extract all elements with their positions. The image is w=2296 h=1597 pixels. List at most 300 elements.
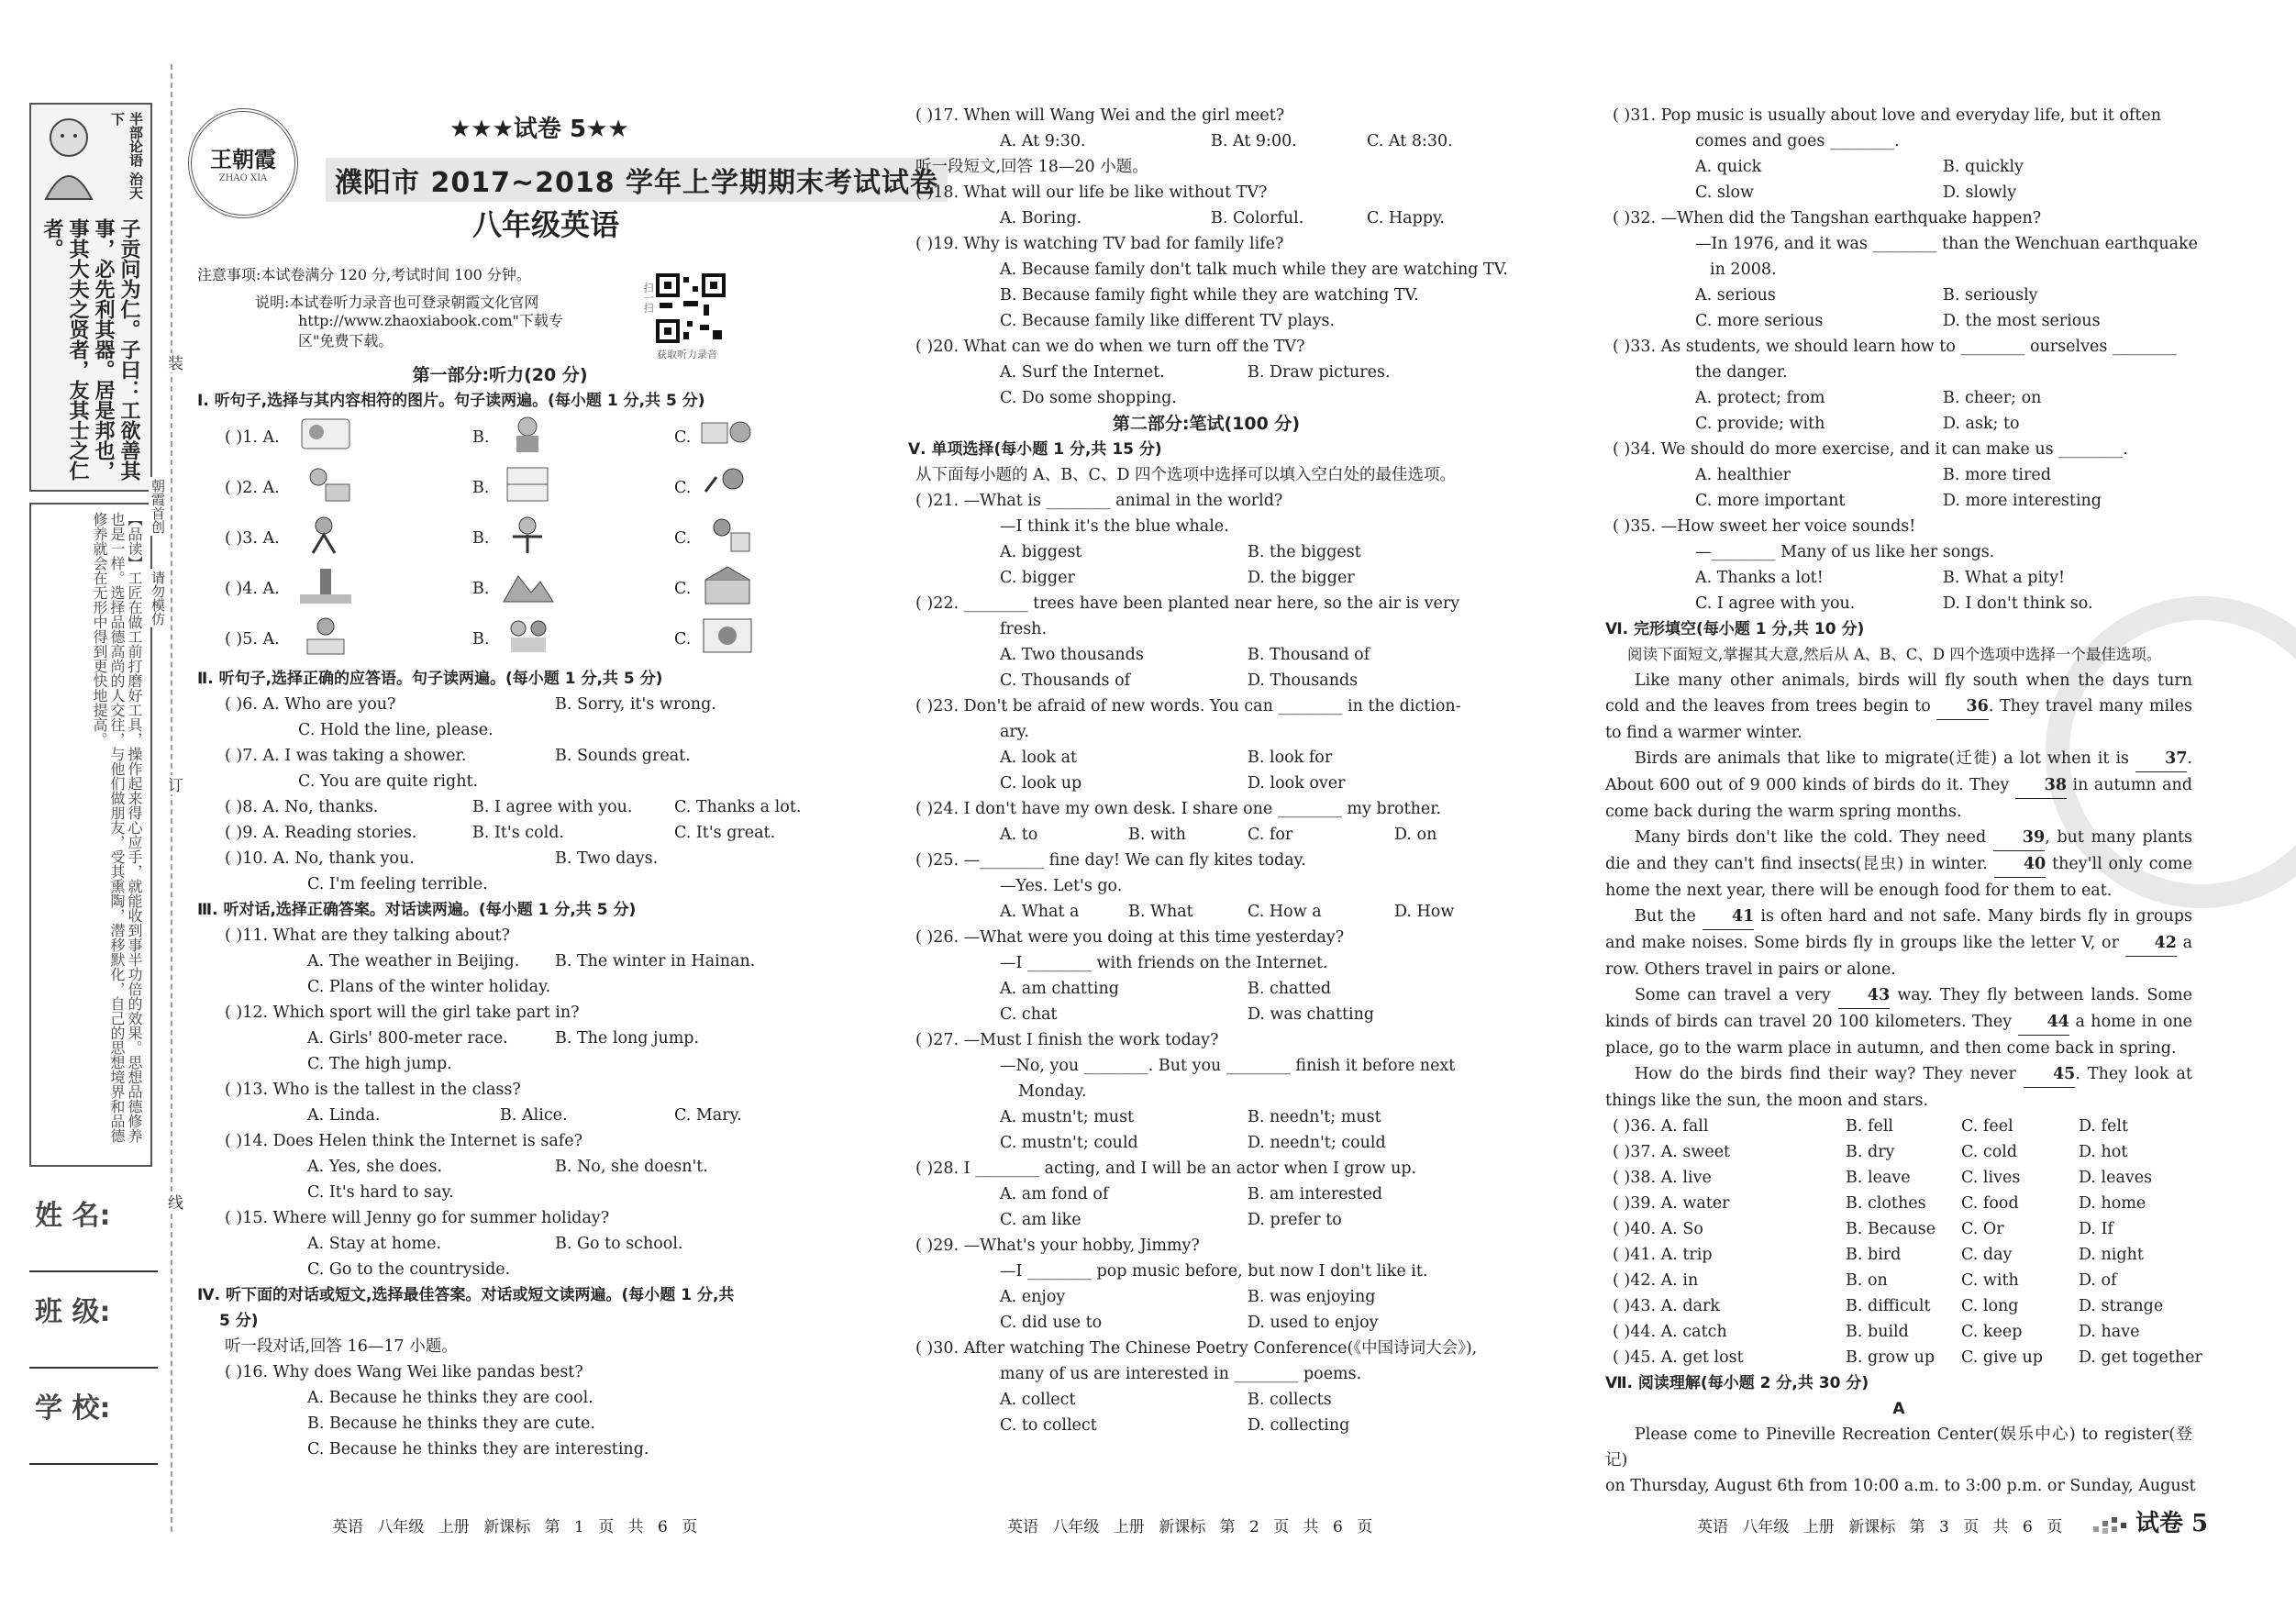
q16-b: B. Because he thinks they are cute. — [307, 1414, 595, 1433]
q34-d: D. more interesting — [1943, 492, 2102, 510]
q16 — [197, 1359, 803, 1385]
cloze-option-d: D. hot — [2079, 1143, 2128, 1161]
picture-icon[interactable] — [700, 616, 755, 656]
paper-number: ★★★试卷 5★★ — [449, 116, 629, 143]
page-footer-1: 英语 八年级 上册 新课标 第 1 页 共 6 页 — [332, 1518, 698, 1536]
picture-icon[interactable] — [500, 565, 555, 605]
q31-stem: ( )31. Pop music is usually about love and everyday life, but it often — [1613, 106, 2161, 125]
cloze-blank-38[interactable]: 38 — [2015, 772, 2067, 799]
q16-b-row — [197, 1411, 803, 1436]
picture-icon[interactable] — [700, 414, 755, 454]
q17 — [908, 103, 1504, 128]
q26-stem: ( )26. —What were you doing at this time yesterday? — [915, 928, 1345, 947]
cloze-blank-45[interactable]: 45 — [2024, 1061, 2075, 1088]
cloze-blank-40[interactable]: 40 — [1994, 851, 2046, 878]
cloze-options — [1605, 1114, 2202, 1370]
q12 — [197, 1000, 803, 1026]
cloze-option-row — [1605, 1216, 2192, 1242]
q11-stem: ( )11. What are they talking about? — [225, 926, 510, 945]
q33-cont-row — [1605, 360, 2192, 385]
q17-a: A. At 9:30. — [1000, 132, 1086, 150]
q20 — [908, 334, 1504, 360]
q35-b: B. What a pity! — [1943, 569, 2066, 587]
q7-c-row — [197, 769, 803, 794]
q23-a: A. look at — [1000, 749, 1078, 767]
q33-c: C. provide; with — [1695, 415, 1825, 433]
passage-a-label: A — [1892, 1400, 1905, 1418]
q7-b: B. Sounds great. — [555, 747, 691, 765]
q26-reply: —I ________ with friends on the Internet. — [1000, 954, 1328, 972]
q9-c: C. It's great. — [674, 824, 776, 842]
sidebar-quote: 子贡问为仁。子曰：工欲善其事，必先利其器。居是邦也，事其大夫之贤者，友其士之仁者。 — [40, 218, 140, 481]
cloze-option-b: B. build — [1846, 1323, 1909, 1341]
cloze-paragraph-5 — [1605, 982, 2192, 1061]
q14-c: C. It's hard to say. — [307, 1183, 454, 1202]
option-b-label: B. — [472, 529, 490, 548]
q14-stem: ( )14. Does Helen think the Internet is safe? — [225, 1132, 582, 1150]
q33-a: A. protect; from — [1695, 389, 1825, 407]
q31-ab-row — [1605, 154, 2192, 180]
q10-c-row — [197, 871, 803, 897]
q21-reply: —I think it's the blue whale. — [1000, 517, 1229, 536]
note-label: 说明:本试卷听力录音也可登录朝霞文化官网 — [255, 294, 539, 311]
q16-c-row — [197, 1436, 803, 1462]
q35 — [1605, 514, 2192, 539]
picture-icon[interactable] — [700, 515, 755, 555]
q27-c: C. mustn't; could — [1000, 1134, 1138, 1152]
q25 — [908, 848, 1504, 873]
q23-stem: ( )23. Don't be afraid of new words. You can ________ in the diction- — [915, 697, 1461, 715]
sidebar-quote-box — [29, 103, 152, 492]
q30-cont-row — [908, 1361, 1504, 1387]
cut-label-1: 装 — [162, 353, 185, 372]
exam-title: 濮阳市 2017~2018 学年上学期期末考试试卷 — [326, 158, 948, 202]
q19 — [908, 231, 1504, 257]
section-4-heading: Ⅳ. 听下面的对话或短文,选择最佳答案。对话或短文读两遍。(每小题 1 分,共 — [197, 1286, 735, 1304]
notice: 注意事项:本试卷满分 120 分,考试时间 100 分钟。 — [197, 266, 531, 283]
picture-icon[interactable] — [298, 414, 353, 454]
q23 — [908, 693, 1504, 719]
q33 — [1605, 334, 2192, 360]
column-1 — [197, 362, 803, 1462]
cloze-text: way. They fly between lands. Some kinds of birds can travel 20 100 kilometers. They — [1605, 986, 2192, 1031]
cloze-text: , but many plants die and they can't find insects(昆虫) in winter. — [1605, 828, 2192, 873]
cloze-option-row — [1605, 1319, 2192, 1345]
note-url: http://www.zhaoxiabook.com"下载专区"免费下载。 — [298, 312, 563, 349]
q12-b: B. The long jump. — [555, 1029, 700, 1048]
cloze-option-b: B. grow up — [1846, 1348, 1936, 1367]
cloze-paragraph-2 — [1605, 746, 2192, 825]
q13-options — [197, 1103, 803, 1128]
option-c-label: C. — [674, 428, 692, 447]
picture-rows — [197, 414, 803, 666]
school-label: 学 校: — [35, 1392, 111, 1425]
q30-cd-row — [908, 1413, 1504, 1438]
q6-c: C. Hold the line, please. — [298, 721, 494, 739]
q8 — [197, 794, 803, 820]
q28-ab-row — [908, 1181, 1504, 1207]
q26-ab-row — [908, 976, 1504, 1002]
q29-d: D. used to enjoy — [1248, 1314, 1379, 1332]
q29 — [908, 1233, 1504, 1259]
cloze-blank-36[interactable]: 36 — [1936, 693, 1988, 720]
cloze-option-row — [1605, 1191, 2192, 1216]
q18-options — [908, 205, 1504, 231]
option-b-label: B. — [472, 630, 490, 649]
q34-ab-row — [1605, 462, 2192, 488]
q21-reply-row — [908, 514, 1504, 539]
q18-stem: ( )18. What will our life be like without TV? — [915, 183, 1268, 202]
q30-b: B. collects — [1248, 1391, 1332, 1409]
slogan-1: 朝霞首创 — [150, 479, 166, 534]
section-6-intro-text: 阅读下面短文,掌握其大意,然后从 A、B、C、D 四个选项中选择一个最佳选项。 — [1627, 646, 2162, 663]
q13-stem: ( )13. Who is the tallest in the class? — [225, 1081, 521, 1099]
sage-figure-icon — [37, 112, 101, 204]
q35-stem: ( )35. —How sweet her voice sounds! — [1613, 517, 1916, 536]
cloze-option-d: D. felt — [2079, 1117, 2128, 1136]
reading-line-2: on Thursday, August 6th from 10:00 a.m. to 3:00 p.m. or Sunday, August — [1605, 1477, 2196, 1495]
intro-18 — [908, 154, 1504, 180]
cloze-text: Many birds don't like the cold. They need — [1635, 828, 1987, 847]
cloze-option-c: C. cold — [1961, 1143, 2018, 1161]
intro-18-text: 听一段短文,回答 18—20 小题。 — [915, 158, 1148, 176]
cloze-blank-42[interactable]: 42 — [2125, 930, 2177, 957]
intro-16-text: 听一段对话,回答 16—17 小题。 — [225, 1337, 458, 1356]
q34 — [1605, 437, 2192, 462]
cloze-text: Some can travel a very — [1635, 986, 1831, 1004]
q23-cont: ary. — [1000, 723, 1029, 741]
q15-ab-row — [197, 1231, 803, 1257]
q17-c: C. At 8:30. — [1367, 132, 1453, 150]
cloze-text: a home in one place, go to the warm place in autumn, and then come back in spring. — [1605, 1013, 2192, 1058]
q12-ab-row — [197, 1026, 803, 1051]
cloze-option-d: D. leaves — [2079, 1169, 2153, 1187]
q29-ab-row — [908, 1284, 1504, 1310]
subject-title: 八年级英语 — [472, 207, 620, 242]
q19-b-row — [908, 283, 1504, 308]
q13-c: C. Mary. — [674, 1106, 742, 1125]
cloze-text: in autumn and come back during the warm spring months. — [1605, 776, 2192, 821]
q33-ab-row — [1605, 385, 2192, 411]
q16-c: C. Because he thinks they are interesting. — [307, 1440, 649, 1458]
q24-c: C. for — [1248, 826, 1293, 844]
q21-c: C. bigger — [1000, 569, 1075, 587]
q22-cd-row — [908, 668, 1504, 693]
q6-c-row — [197, 717, 803, 743]
q32-stem: ( )32. —When did the Tangshan earthquake happen? — [1613, 209, 2042, 227]
page-footer-3: 英语 八年级 上册 新课标 第 3 页 共 6 页 — [1697, 1518, 2063, 1536]
cloze-paragraph-4 — [1605, 904, 2192, 982]
q25-d: D. How — [1394, 903, 1455, 921]
qr-code-icon[interactable] — [656, 273, 726, 343]
q11-b: B. The winter in Hainan. — [555, 952, 756, 970]
cloze-paragraph-6 — [1605, 1061, 2192, 1114]
cloze-option-b: B. clothes — [1846, 1194, 1926, 1213]
q7 — [197, 743, 803, 769]
q9 — [197, 820, 803, 846]
q13-a: A. Linda. — [307, 1106, 381, 1125]
q21-cd-row — [908, 565, 1504, 591]
q24-d: D. on — [1394, 826, 1437, 844]
q28-d: D. prefer to — [1248, 1211, 1342, 1229]
q31-b: B. quickly — [1943, 158, 2024, 176]
q26-cd-row — [908, 1002, 1504, 1027]
logo-sub: ZHAO XIA — [218, 173, 268, 183]
cloze-option-c: C. lives — [1961, 1169, 2021, 1187]
q27-reply: —No, you ________. But you ________ finish it before next — [1000, 1057, 1456, 1075]
cloze-option-d: D. If — [2079, 1220, 2113, 1238]
q33-d: D. ask; to — [1943, 415, 2020, 433]
q20-a: A. Surf the Internet. — [1000, 363, 1165, 382]
q35-ab-row — [1605, 565, 2192, 591]
q9-b: B. It's cold. — [472, 824, 564, 842]
picture-icon[interactable] — [500, 616, 555, 656]
cloze-option-row — [1605, 1114, 2192, 1139]
q34-a: A. healthier — [1695, 466, 1791, 484]
q21-a: A. biggest — [1000, 543, 1082, 561]
picture-icon[interactable] — [298, 515, 353, 555]
cloze-option-a: ( )44. A. catch — [1613, 1323, 1727, 1341]
q32-ab-row — [1605, 283, 2192, 308]
q23-d: D. look over — [1248, 774, 1346, 793]
q27-stem: ( )27. —Must I finish the work today? — [915, 1031, 1219, 1049]
q2-label: ( )2. A. — [225, 479, 280, 497]
cloze-option-row — [1605, 1293, 2192, 1319]
q14-b: B. No, she doesn't. — [555, 1158, 708, 1176]
q31-cd-row — [1605, 180, 2192, 205]
cloze-option-row — [1605, 1139, 2192, 1165]
name-label: 姓 名: — [35, 1200, 111, 1232]
q17-options — [908, 128, 1504, 154]
cloze-blank-44[interactable]: 44 — [2018, 1009, 2069, 1036]
q23-ab-row — [908, 745, 1504, 771]
logo-text: 王朝霞 — [210, 146, 276, 172]
q35-a: A. Thanks a lot! — [1695, 569, 1824, 587]
q11-c-row — [197, 974, 803, 1000]
q31 — [1605, 103, 2192, 128]
q22-cont-row — [908, 616, 1504, 642]
q32-d: D. the most serious — [1943, 312, 2101, 330]
q29-a: A. enjoy — [1000, 1288, 1066, 1306]
q17-stem: ( )17. When will Wang Wei and the girl meet? — [915, 106, 1285, 125]
reading-line-1: Please come to Pineville Recreation Center(娱乐中心) to register(登记) — [1605, 1425, 2192, 1469]
q22-cont: fresh. — [1000, 620, 1048, 638]
q8-a: ( )8. A. No, thanks. — [225, 798, 379, 816]
cloze-option-d: D. of — [2079, 1271, 2117, 1290]
q14-a: A. Yes, she does. — [307, 1158, 443, 1176]
q30 — [908, 1336, 1504, 1361]
q13 — [197, 1077, 803, 1103]
q30-a: A. collect — [1000, 1391, 1076, 1409]
cloze-blank-41[interactable]: 41 — [1703, 904, 1754, 930]
cloze-option-b: B. bird — [1846, 1246, 1902, 1264]
q20-c: C. Do some shopping. — [1000, 389, 1177, 407]
section-5-intro-text: 从下面每小题的 A、B、C、D 四个选项中选择可以填入空白处的最佳选项。 — [915, 466, 1457, 484]
q31-d: D. slowly — [1943, 183, 2017, 202]
cloze-option-b: B. Because — [1846, 1220, 1936, 1238]
q24 — [908, 796, 1504, 822]
q33-cont: the danger. — [1695, 363, 1788, 382]
q29-stem: ( )29. —What's your hobby, Jimmy? — [915, 1237, 1200, 1255]
brand-logo — [188, 108, 298, 218]
q22-ab-row — [908, 642, 1504, 668]
cloze-option-a: ( )37. A. sweet — [1613, 1143, 1731, 1161]
picture-icon[interactable] — [500, 515, 555, 555]
q9-a: ( )9. A. Reading stories. — [225, 824, 417, 842]
q34-b: B. more tired — [1943, 466, 2051, 484]
q29-reply-row — [908, 1259, 1504, 1284]
q12-c: C. The high jump. — [307, 1055, 452, 1073]
option-c-label: C. — [674, 580, 692, 598]
cloze-text: Like many other animals, birds will fly south when the days turn cold and the leaves from trees begin to — [1605, 671, 2192, 715]
q1-label: ( )1. A. — [225, 428, 280, 447]
name-field[interactable] — [29, 1270, 158, 1272]
q23-c: C. look up — [1000, 774, 1082, 793]
q21 — [908, 488, 1504, 514]
q20-c-row — [908, 385, 1504, 411]
q32-b: B. seriously — [1943, 286, 2038, 305]
q25-options — [908, 899, 1504, 925]
q11-ab-row — [197, 948, 803, 974]
q33-stem: ( )33. As students, we should learn how to ________ ourselves ________ — [1613, 338, 2177, 356]
qr-side-label: 扫一扫 — [642, 283, 654, 313]
q35-reply: —________ Many of us like her songs. — [1695, 543, 1995, 561]
q30-c: C. to collect — [1000, 1416, 1097, 1435]
section-1-heading: Ⅰ. 听句子,选择与其内容相符的图片。句子读两遍。(每小题 1 分,共 5 分) — [197, 392, 705, 410]
q32-cont: in 2008. — [1710, 261, 1777, 279]
q15 — [197, 1205, 803, 1231]
q24-stem: ( )24. I don't have my own desk. I share one ________ my brother. — [915, 800, 1442, 818]
cloze-option-row — [1605, 1242, 2192, 1268]
picture-icon[interactable] — [298, 616, 353, 656]
footer-paper-badge: 试卷 5 — [2135, 1510, 2209, 1537]
cloze-text: they'll only come home the next year, there will be enough food for them to eat. — [1605, 855, 2192, 900]
cloze-blank-37[interactable]: 37 — [2135, 746, 2187, 772]
section-7-heading: Ⅶ. 阅读理解(每小题 2 分,共 30 分) — [1605, 1374, 1869, 1392]
q15-c: C. Go to the countryside. — [307, 1260, 511, 1279]
q24-b: B. with — [1128, 826, 1186, 844]
option-b-label: B. — [472, 479, 490, 497]
q19-c: C. Because family like different TV plays. — [1000, 312, 1336, 330]
q27 — [908, 1027, 1504, 1053]
q25-stem: ( )25. —________ fine day! We can fly kites today. — [915, 851, 1306, 870]
cloze-option-d: D. have — [2079, 1323, 2140, 1341]
q32 — [1605, 205, 2192, 231]
cloze-option-d: D. night — [2079, 1246, 2144, 1264]
page-footer-2: 英语 八年级 上册 新课标 第 2 页 共 6 页 — [1007, 1518, 1373, 1536]
cloze-option-c: C. keep — [1961, 1323, 2023, 1341]
cloze-option-a: ( )39. A. water — [1613, 1194, 1730, 1213]
column-2 — [908, 103, 1508, 1438]
q16-a-row — [197, 1385, 803, 1411]
sidebar-reading-box — [29, 503, 152, 1167]
picture-icon[interactable] — [500, 464, 555, 505]
cloze-option-a: ( )36. A. fall — [1613, 1117, 1709, 1136]
class-label: 班 级: — [35, 1296, 111, 1328]
picture-icon[interactable] — [298, 565, 353, 605]
cloze-option-d: D. strange — [2079, 1297, 2164, 1315]
cloze-option-a: ( )40. A. So — [1613, 1220, 1703, 1238]
q17-b: B. At 9:00. — [1211, 132, 1297, 150]
q28-a: A. am fond of — [1000, 1185, 1109, 1203]
cloze-option-c: C. long — [1961, 1297, 2019, 1315]
cloze-blank-43[interactable]: 43 — [1838, 982, 1890, 1009]
cloze-option-c: C. Or — [1961, 1220, 2004, 1238]
q27-cont-row — [908, 1079, 1504, 1104]
q15-a: A. Stay at home. — [307, 1235, 442, 1253]
q10-b: B. Two days. — [555, 849, 659, 868]
picture-icon[interactable] — [700, 464, 755, 505]
q31-a: A. quick — [1695, 158, 1762, 176]
q27-d: D. needn't; could — [1248, 1134, 1386, 1152]
school-field[interactable] — [29, 1463, 158, 1465]
q34-cd-row — [1605, 488, 2192, 514]
cloze-option-row — [1605, 1268, 2192, 1293]
q15-stem: ( )15. Where will Jenny go for summer holiday? — [225, 1209, 610, 1227]
q22 — [908, 591, 1504, 616]
q33-cd-row — [1605, 411, 2192, 437]
cloze-option-a: ( )42. A. in — [1613, 1271, 1699, 1290]
q27-a: A. mustn't; must — [1000, 1108, 1135, 1126]
q23-b: B. look for — [1248, 749, 1333, 767]
q20-stem: ( )20. What can we do when we turn off the TV? — [915, 338, 1305, 356]
q33-b: B. cheer; on — [1943, 389, 2042, 407]
slogan-2: 请勿模仿 — [150, 571, 166, 626]
cloze-option-a: ( )41. A. trip — [1613, 1246, 1713, 1264]
q30-ab-row — [908, 1387, 1504, 1413]
option-c-label: C. — [674, 529, 692, 548]
q12-c-row — [197, 1051, 803, 1077]
picture-icon[interactable] — [298, 464, 353, 505]
cloze-option-row — [1605, 1345, 2202, 1370]
cloze-paragraph-1 — [1605, 668, 2192, 746]
picture-icon[interactable] — [700, 565, 755, 605]
q25-a: A. What a — [1000, 903, 1080, 921]
q28-c: C. am like — [1000, 1211, 1081, 1229]
class-field[interactable] — [29, 1367, 158, 1369]
cloze-option-row — [1605, 1165, 2192, 1191]
q25-reply: —Yes. Let's go. — [1000, 877, 1123, 895]
q27-b: B. needn't; must — [1248, 1108, 1381, 1126]
q32-a: A. serious — [1695, 286, 1776, 305]
q14-c-row — [197, 1180, 803, 1205]
q14 — [197, 1128, 803, 1154]
q22-a: A. Two thousands — [1000, 646, 1144, 664]
section-2-heading: Ⅱ. 听句子,选择正确的应答语。句子读两遍。(每小题 1 分,共 5 分) — [197, 670, 663, 688]
q26-b: B. chatted — [1248, 980, 1332, 998]
q11 — [197, 923, 803, 948]
q31-cont: comes and goes ________. — [1695, 132, 1900, 150]
cloze-option-d: D. get together — [2079, 1348, 2202, 1367]
q20-ab-row — [908, 360, 1504, 385]
q23-cont-row — [908, 719, 1504, 745]
q21-stem: ( )21. —What is ________ animal in the world? — [915, 492, 1283, 510]
cloze-blank-39[interactable]: 39 — [1993, 825, 2045, 851]
option-c-label: C. — [674, 479, 692, 497]
q28-cd-row — [908, 1207, 1504, 1233]
q26-a: A. am chatting — [1000, 980, 1119, 998]
binding-line — [171, 64, 172, 1532]
cut-label-3: 线 — [162, 1192, 185, 1212]
q22-c: C. Thousands of — [1000, 671, 1131, 690]
pic-row-4 — [197, 565, 803, 616]
q11-a: A. The weather in Beijing. — [307, 952, 520, 970]
picture-icon[interactable] — [500, 414, 555, 454]
q29-cd-row — [908, 1310, 1504, 1336]
q31-c: C. slow — [1695, 183, 1754, 202]
q10 — [197, 846, 803, 871]
cloze-option-b: B. on — [1846, 1271, 1888, 1290]
